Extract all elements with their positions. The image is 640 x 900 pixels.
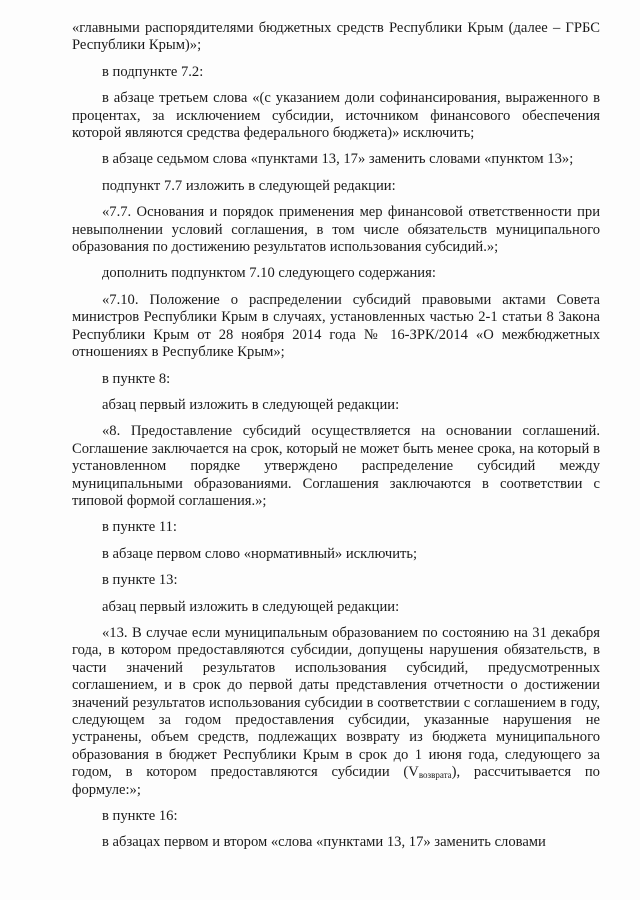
- paragraph-subpoint-7-2: в подпункте 7.2:: [102, 63, 204, 80]
- paragraph-point-11: в пункте 11:: [102, 519, 177, 536]
- paragraph-point-13-main: «13. В случае если муниципальным образованием по состоянию на 31 декабря года, в котором предоставляются субсидии, допущены нарушения обязательств, в части значений результатов использования субсидий, предусмотренных соглашением, и в срок до первой даты представления отчетности о достижении значений результатов использования субсидии в соответствии с соглашением в году, следующем за годом предоставления субсидии, указанные нарушения не устранены, объем средств, подлежащих возврату из бюджета муниципального образования в бюджет Республики Крым в срок до 1 июня года, следующего за годом, в котором предоставляются субсидии (V: [72, 624, 600, 781]
- paragraph-subpoint-7-7-intro: подпункт 7.7 изложить в следующей редакции:: [102, 177, 396, 194]
- document-body: [72, 20, 600, 852]
- v-subscript: возврата: [418, 770, 452, 781]
- paragraph-subpoint-7-10-text: «7.10. Положение о распределении субсидий правовыми актами Совета министров Республики Крым в случаях, установленных частью 2-1 статьи 8 Закона Республики Крым от 28 ноября 2014 года № 16-ЗРК/2014 «О межбюджетных отношениях в Республике Крым»;: [72, 291, 600, 361]
- paragraph-third-abzats: в абзаце третьем слова «(с указанием доли софинансирования, выраженного в процентах, за исключением субсидии, источником финансового обеспечения которой являются средства федерального бюджета)» исключить;: [72, 90, 600, 142]
- paragraph-subpoint-7-7-text: «7.7. Основания и порядок применения мер финансовой ответственности при невыполнении условий соглашения, в том числе обязательств муниципального образования по достижению результатов использования субсидий.»;: [72, 204, 600, 256]
- paragraph-point-11-text: в абзаце первом слово «нормативный» исключить;: [102, 545, 418, 562]
- paragraph-point-16: в пункте 16:: [102, 808, 178, 825]
- paragraph-point-16-text: в абзацах первом и втором «слова «пунктами 13, 17» заменить словами: [102, 834, 546, 851]
- paragraph-point-8: в пункте 8:: [102, 370, 171, 387]
- paragraph-subpoint-7-10-intro: дополнить подпунктом 7.10 следующего содержания:: [102, 265, 436, 282]
- paragraph-point-13-intro: абзац первый изложить в следующей редакции:: [102, 598, 400, 615]
- paragraph-point-8-text: «8. Предоставление субсидий осуществляется на основании соглашений. Соглашение заключается на срок, который не может быть менее срока, на который в установленном порядке утверждено распределение субсидий между муниципальными образованиями. Соглашения заключаются в соответствии с типовой формой соглашения.»;: [72, 423, 600, 509]
- paragraph-point-8-intro: абзац первый изложить в следующей редакции:: [102, 396, 400, 413]
- paragraph-point-13: в пункте 13:: [102, 572, 178, 589]
- paragraph-grbs-definition: «главными распорядителями бюджетных средств Республики Крым (далее – ГРБС Республики Крым)»;: [72, 20, 600, 54]
- paragraph-point-13-text: [72, 625, 600, 799]
- paragraph-point-13-tail: ), рассчитывается по формуле:»;: [72, 764, 600, 798]
- paragraph-seventh-abzats: в абзаце седьмом слова «пунктами 13, 17» заменить словами «пунктом 13»;: [102, 151, 574, 168]
